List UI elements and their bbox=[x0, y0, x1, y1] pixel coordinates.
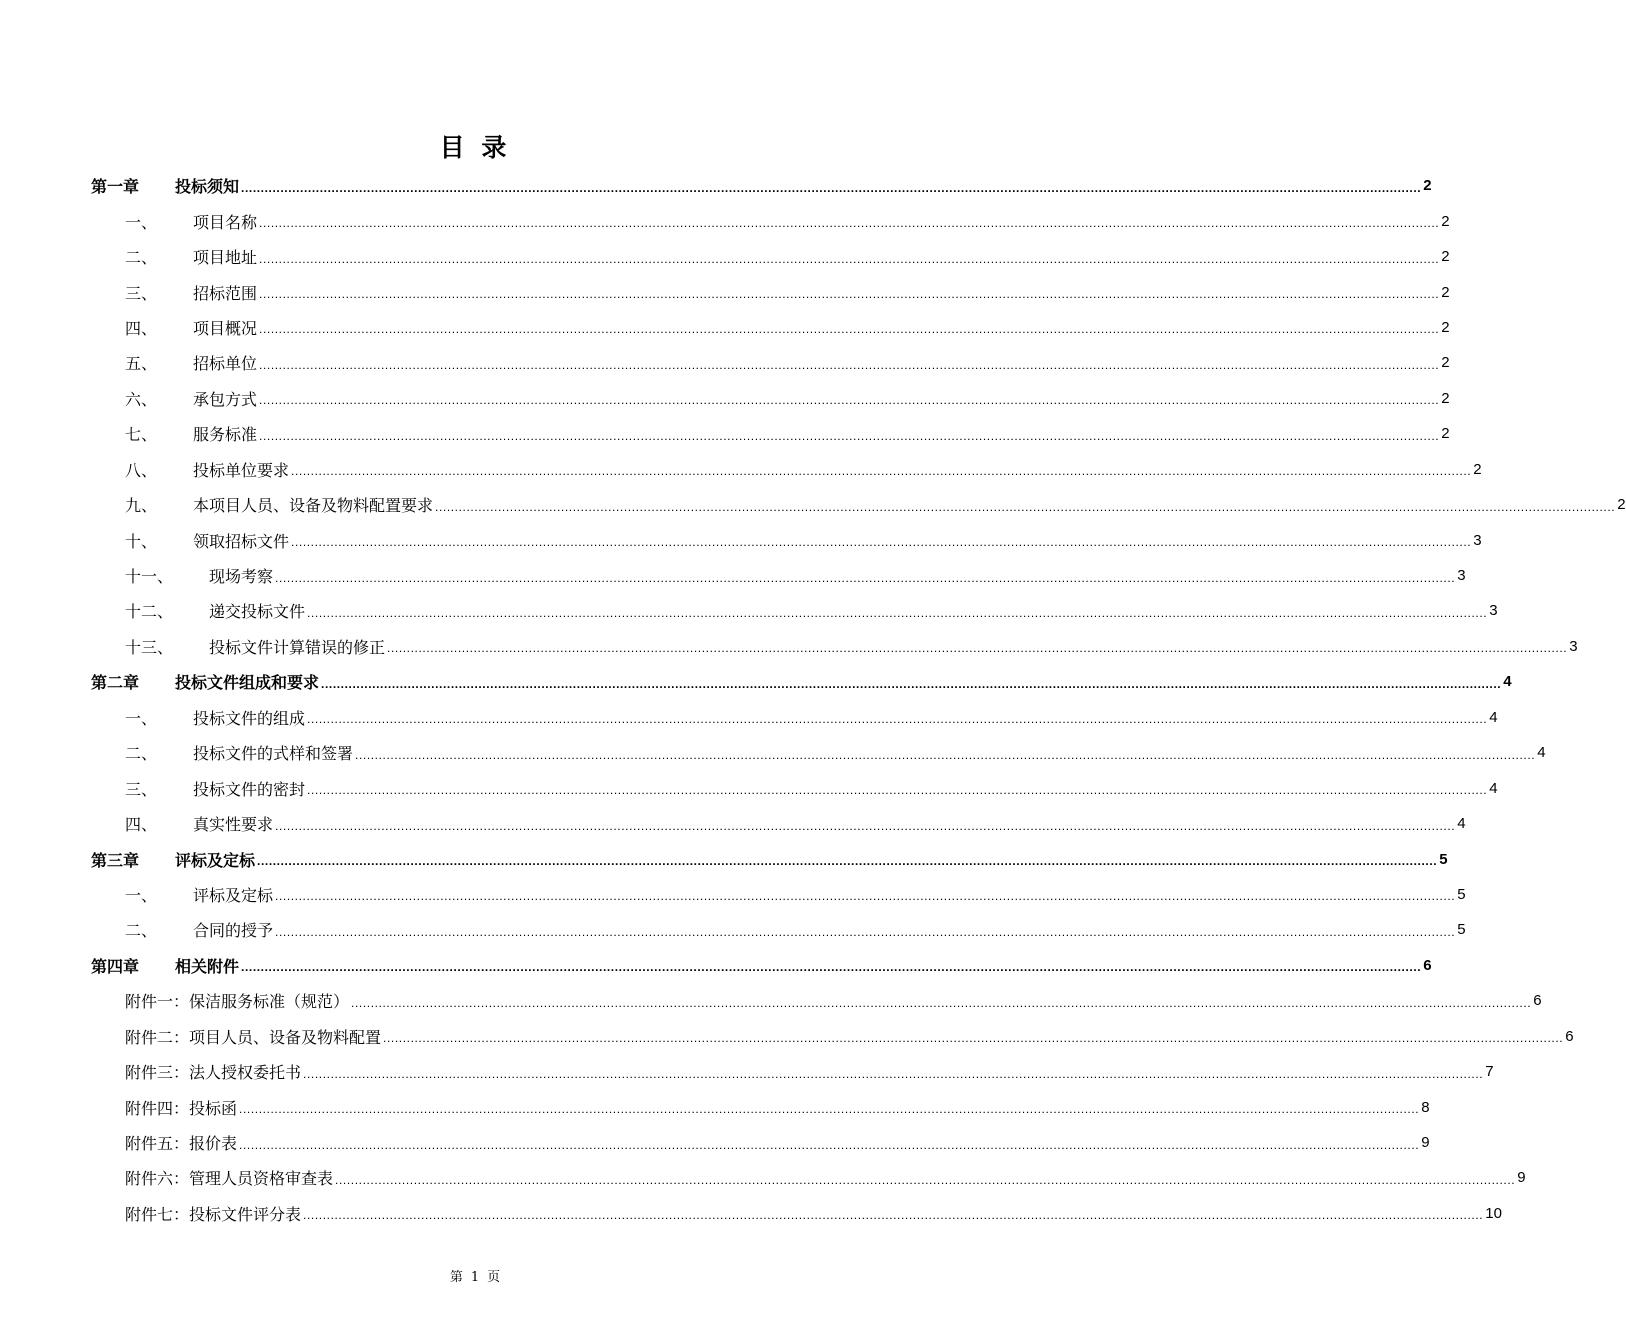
toc-entry-number: 第三章 bbox=[91, 850, 140, 870]
toc-entry-title: 真实性要求 bbox=[193, 815, 274, 835]
toc-entry-number: 附件四： bbox=[125, 1098, 190, 1118]
toc-dot-leader: ............................................................................................................................................................................................................................................................................................................ bbox=[259, 357, 1440, 372]
footer-suffix: 页 bbox=[487, 1270, 501, 1285]
toc-entry-page: 2 bbox=[1441, 212, 1450, 230]
toc-entry-page: 4 bbox=[1489, 708, 1498, 726]
toc-entry[interactable] bbox=[91, 203, 1450, 238]
toc-entry-page: 9 bbox=[1421, 1134, 1430, 1152]
toc-entry-number: 九、 bbox=[125, 496, 158, 516]
toc-entry-title: 项目名称 bbox=[193, 212, 258, 232]
toc-dot-leader: ............................................................................................................................................................................................................................................................................................................ bbox=[435, 499, 1616, 514]
toc-entry-page: 4 bbox=[1503, 673, 1512, 691]
toc-entry-number: 附件六： bbox=[125, 1169, 190, 1189]
toc-entry[interactable] bbox=[91, 1196, 1502, 1231]
toc-entry-number: 二、 bbox=[125, 921, 158, 941]
toc-dot-leader: ............................................................................................................................................................................................................................................................................................................ bbox=[291, 464, 1472, 479]
toc-entry-title: 投标文件的式样和签署 bbox=[193, 744, 354, 764]
toc-entry-number: 六、 bbox=[125, 389, 158, 409]
toc-entry[interactable] bbox=[91, 770, 1498, 805]
toc-entry-page: 3 bbox=[1489, 602, 1498, 620]
toc-entry[interactable] bbox=[91, 806, 1466, 841]
toc-dot-leader: ............................................................................................................................................................................................................................................................................................................ bbox=[259, 428, 1440, 443]
toc-entry-title: 投标文件的组成 bbox=[193, 708, 306, 728]
toc-entry-title: 评标及定标 bbox=[193, 885, 274, 905]
toc-entry-number: 第一章 bbox=[91, 177, 140, 197]
toc-entry-page: 6 bbox=[1423, 956, 1432, 974]
toc-entry-number: 十一、 bbox=[125, 567, 174, 587]
toc-entry[interactable] bbox=[91, 522, 1482, 557]
toc-entry-number: 一、 bbox=[125, 212, 158, 232]
toc-entry-page: 3 bbox=[1457, 567, 1466, 585]
toc-entry[interactable] bbox=[91, 274, 1450, 309]
toc-entry-number: 附件二： bbox=[125, 1027, 190, 1047]
toc-title: 目 录 bbox=[439, 133, 511, 162]
toc-entry-number: 一、 bbox=[125, 885, 158, 905]
toc-entry[interactable] bbox=[91, 948, 1432, 983]
toc-dot-leader: ............................................................................................................................................................................................................................................................................................................ bbox=[259, 251, 1440, 266]
toc-entry-title: 管理人员资格审查表 bbox=[189, 1169, 334, 1189]
toc-entry-title: 服务标准 bbox=[193, 425, 258, 445]
toc-entry-number: 十、 bbox=[125, 531, 158, 551]
toc-entry[interactable] bbox=[91, 168, 1432, 203]
toc-dot-leader: ............................................................................................................................................................................................................................................................................................................ bbox=[355, 747, 1536, 762]
toc-dot-leader: ............................................................................................................................................................................................................................................................................................................ bbox=[307, 783, 1488, 798]
toc-dot-leader: ............................................................................................................................................................................................................................................................................................................ bbox=[291, 535, 1472, 550]
toc-entry-page: 2 bbox=[1617, 496, 1626, 514]
toc-entry[interactable] bbox=[91, 487, 1626, 522]
toc-entry-page: 4 bbox=[1537, 744, 1546, 762]
toc-entry[interactable] bbox=[91, 700, 1498, 735]
toc-entry-page: 5 bbox=[1439, 850, 1448, 868]
toc-entry-number: 一、 bbox=[125, 708, 158, 728]
toc-entry-page: 2 bbox=[1441, 248, 1450, 266]
toc-dot-leader: ............................................................................................................................................................................................................................................................................................................ bbox=[275, 818, 1456, 833]
toc-entry[interactable] bbox=[91, 841, 1448, 876]
toc-entry-page: 2 bbox=[1441, 425, 1450, 443]
toc-entry[interactable] bbox=[91, 1125, 1430, 1160]
toc-entry-title: 相关附件 bbox=[175, 956, 240, 976]
toc-entry-title: 保洁服务标准（规范） bbox=[189, 992, 350, 1012]
toc-dot-leader: ............................................................................................................................................................................................................................................................................................................ bbox=[259, 322, 1440, 337]
toc-entry-number: 第四章 bbox=[91, 956, 140, 976]
toc-entry-number: 第二章 bbox=[91, 673, 140, 693]
toc-entry-page: 5 bbox=[1457, 921, 1466, 939]
toc-entry-page: 2 bbox=[1473, 460, 1482, 478]
toc-dot-leader: ............................................................................................................................................................................................................................................................................................................ bbox=[259, 287, 1440, 302]
toc-entry-page: 10 bbox=[1485, 1204, 1502, 1222]
toc-entry-title: 投标单位要求 bbox=[193, 460, 290, 480]
toc-dot-leader: ............................................................................................................................................................................................................................................................................................................ bbox=[387, 641, 1568, 656]
toc-entry-title: 递交投标文件 bbox=[209, 602, 306, 622]
toc-entry[interactable] bbox=[91, 1089, 1430, 1124]
toc-entry-number: 附件一： bbox=[125, 992, 190, 1012]
toc-entry-page: 6 bbox=[1533, 992, 1542, 1010]
table-of-contents bbox=[91, 168, 1626, 1231]
toc-entry[interactable] bbox=[91, 912, 1466, 947]
toc-entry-page: 3 bbox=[1473, 531, 1482, 549]
toc-entry-title: 现场考察 bbox=[209, 567, 274, 587]
toc-entry[interactable] bbox=[91, 629, 1578, 664]
toc-entry-page: 8 bbox=[1421, 1098, 1430, 1116]
toc-entry-number: 二、 bbox=[125, 248, 158, 268]
toc-entry-title: 投标须知 bbox=[175, 177, 240, 197]
toc-entry-number: 十三、 bbox=[125, 637, 174, 657]
toc-entry-number: 三、 bbox=[125, 779, 158, 799]
toc-entry-number: 七、 bbox=[125, 425, 158, 445]
toc-entry-title: 项目人员、设备及物料配置 bbox=[189, 1027, 382, 1047]
toc-entry-title: 投标文件评分表 bbox=[189, 1204, 302, 1224]
toc-entry-title: 评标及定标 bbox=[175, 850, 256, 870]
toc-entry-title: 投标文件计算错误的修正 bbox=[209, 637, 386, 657]
toc-entry-number: 附件五： bbox=[125, 1134, 190, 1154]
toc-entry-page: 2 bbox=[1441, 318, 1450, 336]
toc-entry-page: 2 bbox=[1441, 389, 1450, 407]
toc-entry-number: 二、 bbox=[125, 744, 158, 764]
toc-dot-leader: ............................................................................................................................................................................................................................................................................................................ bbox=[275, 924, 1456, 939]
toc-entry[interactable] bbox=[91, 983, 1542, 1018]
toc-entry[interactable] bbox=[91, 1054, 1494, 1089]
toc-dot-leader: ............................................................................................................................................................................................................................................................................................................ bbox=[335, 1172, 1516, 1187]
toc-entry[interactable] bbox=[91, 345, 1450, 380]
toc-entry-title: 合同的授予 bbox=[193, 921, 274, 941]
footer-prefix: 第 bbox=[449, 1270, 463, 1285]
toc-entry-page: 4 bbox=[1489, 779, 1498, 797]
toc-dot-leader: ............................................................................................................................................................................................................................................................................................................ bbox=[307, 712, 1488, 727]
toc-dot-leader: ............................................................................................................................................................................................................................................................................................................ bbox=[383, 1031, 1564, 1046]
toc-entry-title: 投标函 bbox=[189, 1098, 238, 1118]
toc-entry-page: 7 bbox=[1485, 1063, 1494, 1081]
toc-entry[interactable] bbox=[91, 416, 1450, 451]
toc-dot-leader: ............................................................................................................................................................................................................................................................................................................ bbox=[303, 1208, 1484, 1223]
footer-page-number: 1 bbox=[470, 1270, 480, 1285]
toc-entry-title: 项目概况 bbox=[193, 318, 258, 338]
toc-entry-title: 领取招标文件 bbox=[193, 531, 290, 551]
toc-dot-leader: ............................................................................................................................................................................................................................................................................................................ bbox=[257, 854, 1438, 869]
toc-entry-title: 投标文件的密封 bbox=[193, 779, 306, 799]
toc-entry-title: 招标单位 bbox=[193, 354, 258, 374]
toc-entry[interactable] bbox=[91, 1019, 1574, 1054]
toc-dot-leader: ............................................................................................................................................................................................................................................................................................................ bbox=[259, 393, 1440, 408]
toc-dot-leader: ............................................................................................................................................................................................................................................................................................................ bbox=[307, 605, 1488, 620]
toc-entry-number: 八、 bbox=[125, 460, 158, 480]
toc-entry-number: 五、 bbox=[125, 354, 158, 374]
toc-entry-title: 本项目人员、设备及物料配置要求 bbox=[193, 496, 434, 516]
toc-entry[interactable] bbox=[91, 1160, 1526, 1195]
toc-entry-title: 报价表 bbox=[189, 1134, 238, 1154]
toc-entry-page: 2 bbox=[1441, 283, 1450, 301]
toc-entry[interactable] bbox=[91, 452, 1482, 487]
toc-dot-leader: ............................................................................................................................................................................................................................................................................................................ bbox=[241, 180, 1422, 195]
toc-entry-number: 四、 bbox=[125, 318, 158, 338]
toc-dot-leader: ............................................................................................................................................................................................................................................................................................................ bbox=[275, 889, 1456, 904]
toc-dot-leader: ............................................................................................................................................................................................................................................................................................................ bbox=[275, 570, 1456, 585]
toc-entry-number: 四、 bbox=[125, 815, 158, 835]
toc-dot-leader: ............................................................................................................................................................................................................................................................................................................ bbox=[239, 1102, 1420, 1117]
toc-entry-page: 4 bbox=[1457, 815, 1466, 833]
toc-dot-leader: ............................................................................................................................................................................................................................................................................................................ bbox=[259, 216, 1440, 231]
toc-entry-page: 2 bbox=[1423, 177, 1432, 195]
toc-entry[interactable] bbox=[91, 310, 1450, 345]
toc-entry-page: 3 bbox=[1569, 637, 1578, 655]
toc-dot-leader: ............................................................................................................................................................................................................................................................................................................ bbox=[241, 960, 1422, 975]
toc-entry[interactable] bbox=[91, 239, 1450, 274]
toc-entry-title: 承包方式 bbox=[193, 389, 258, 409]
toc-entry-number: 三、 bbox=[125, 283, 158, 303]
toc-dot-leader: ............................................................................................................................................................................................................................................................................................................ bbox=[351, 995, 1532, 1010]
toc-entry[interactable] bbox=[91, 593, 1498, 628]
toc-entry[interactable] bbox=[91, 735, 1546, 770]
toc-entry[interactable] bbox=[91, 664, 1512, 699]
toc-dot-leader: ............................................................................................................................................................................................................................................................................................................ bbox=[321, 676, 1502, 691]
toc-entry-number: 十二、 bbox=[125, 602, 174, 622]
toc-entry[interactable] bbox=[91, 558, 1466, 593]
toc-entry-title: 招标范围 bbox=[193, 283, 258, 303]
toc-entry-page: 9 bbox=[1517, 1169, 1526, 1187]
toc-entry-page: 5 bbox=[1457, 885, 1466, 903]
page-footer bbox=[0, 1266, 950, 1285]
toc-entry-number: 附件三： bbox=[125, 1063, 190, 1083]
toc-entry-number: 附件七： bbox=[125, 1204, 190, 1224]
toc-dot-leader: ............................................................................................................................................................................................................................................................................................................ bbox=[303, 1066, 1484, 1081]
toc-entry-page: 2 bbox=[1441, 354, 1450, 372]
toc-entry-title: 项目地址 bbox=[193, 248, 258, 268]
toc-entry-title: 投标文件组成和要求 bbox=[175, 673, 320, 693]
toc-dot-leader: ............................................................................................................................................................................................................................................................................................................ bbox=[239, 1137, 1420, 1152]
toc-entry[interactable] bbox=[91, 877, 1466, 912]
toc-entry-page: 6 bbox=[1565, 1027, 1574, 1045]
toc-entry-title: 法人授权委托书 bbox=[189, 1063, 302, 1083]
toc-entry[interactable] bbox=[91, 381, 1450, 416]
